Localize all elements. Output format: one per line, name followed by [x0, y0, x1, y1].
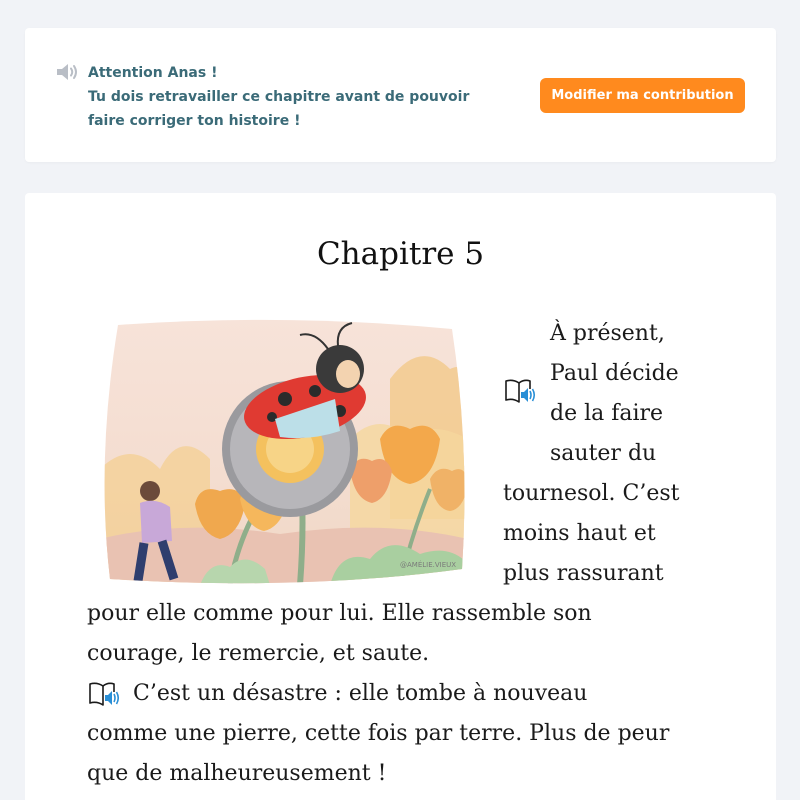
- text-line: sauter du: [550, 441, 657, 466]
- chapter-card: [25, 193, 776, 800]
- text-line: de la faire: [550, 401, 664, 426]
- read-aloud-icon[interactable]: [503, 377, 537, 407]
- speaker-icon[interactable]: [55, 61, 81, 83]
- text-line: comme une pierre, cette fois par terre. Plus de peur: [87, 721, 670, 746]
- alert-message-line-2: faire corriger ton histoire !: [88, 113, 301, 129]
- illustration-signature: @AMÉLIE.VIEUX: [400, 561, 457, 569]
- text-line: plus rassurant: [503, 561, 664, 586]
- text-line: tournesol. C’est: [503, 481, 680, 506]
- text-line: À présent,: [550, 321, 665, 346]
- text-line: pour elle comme pour lui. Elle rassemble son: [87, 601, 592, 626]
- chapter-title: Chapitre 5: [316, 236, 485, 272]
- text-line: moins haut et: [503, 521, 656, 546]
- alert-card: [25, 28, 776, 162]
- read-aloud-icon[interactable]: [87, 680, 121, 710]
- text-line: C’est un désastre : elle tombe à nouveau: [133, 681, 588, 706]
- modify-contribution-button[interactable]: Modifier ma contribution: [540, 78, 745, 113]
- ladybug-illustration: [100, 319, 468, 585]
- text-line: courage, le remercie, et saute.: [87, 641, 430, 666]
- alert-message-line-1: Tu dois retravailler ce chapitre avant de pouvoir: [88, 89, 470, 105]
- text-line: que de malheureusement !: [87, 761, 387, 786]
- text-line: Paul décide: [550, 361, 679, 386]
- alert-text: [88, 61, 508, 133]
- alert-title: Attention Anas !: [88, 65, 218, 81]
